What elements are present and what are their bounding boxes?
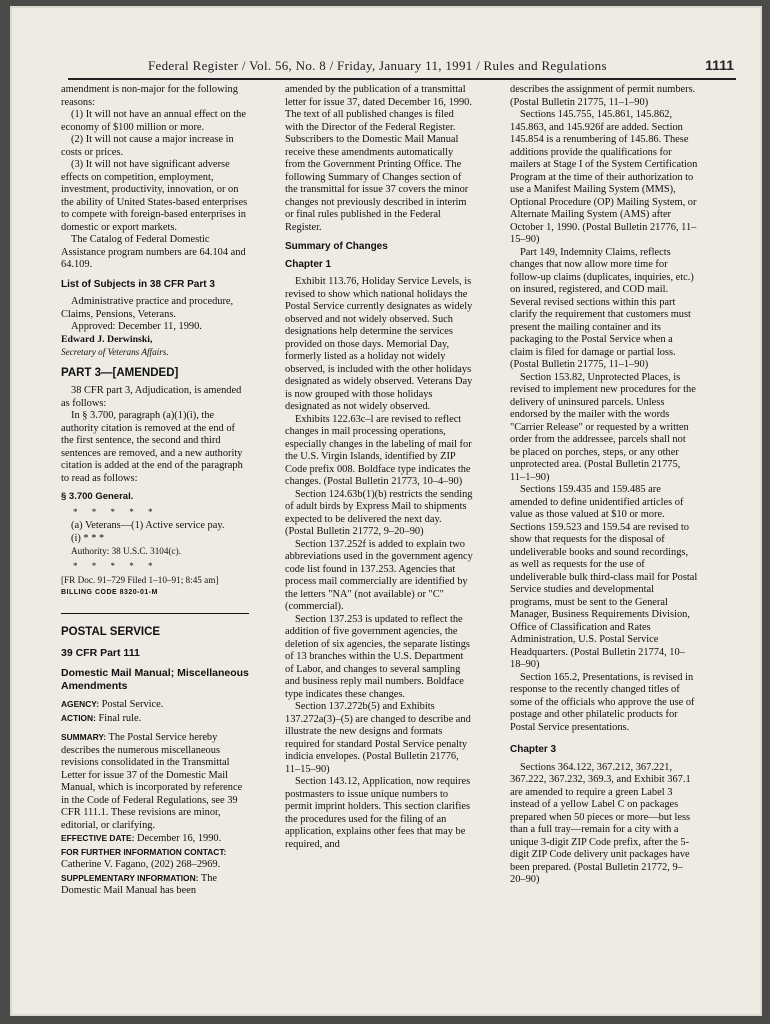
chapter-heading: Chapter 1 (285, 258, 332, 270)
paragraph: (2) It will not cause a major increase in costs or prices. (61, 134, 234, 158)
paragraph: Sections 364.122, 367.212, 367.221, 367.222, 367.232, 369.3, and Exhibit 367.1 are amended to require a green Label 3 instead of a yellow Label C on packages prepared when 50 pieces or more—but less than a full tray—remain for a city with a unique 3-digit ZIP Code prefix, after the 5-digit ZIP Code delivery unit packages have been prepared. (Postal Bulletin 21772, 9–20–90) (510, 761, 691, 885)
paragraph: amended by the publication of a transmittal letter for issue 37, dated December 16, 1990. The text of all published changes is filed with the Director of the Federal Register. Subscribers to the Domestic Mail Manual receive these amendments automatically from the Government Printing Office. The following Summary of Changes section of the transmittal for issue 37 covers the minor changes not previously described in interim or final rules published in the Federal Register. (285, 84, 472, 233)
paragraph-i: (i) * * * (71, 532, 105, 544)
cfr-part: 39 CFR Part 111 (61, 646, 140, 659)
fr-doc-line: [FR Doc. 91–729 Filed 1–10–91; 8:45 am] (61, 575, 219, 585)
paragraph: Sections 145.755, 145.861, 145.862, 145.863, and 145.926f are added. Section 145.854 is a renumbering of 145.86. These additions provide the qualifications for mailers at Stage I of the System Certification Program at the time of their authorization to use a Manifest Mailing System (MMS), Optional Procedure (OP) Mailing System, or Alternate Mailing System (AMS) after October 1, 1990. (Postal Bulletin 21776, 11–15–90) (510, 109, 698, 245)
paragraph: Section 137.272b(5) and Exhibits 137.272a(3)–(5) are changed to describe and illustrate the new designs and formats required for standard Postal Service penalty indicia envelopes. (Postal Bulletin 21776, 11–15–90) (285, 701, 471, 775)
paragraph: Section 137.252f is added to explain two abbreviations used in the government agency code list found in 137.253. Agencies that process mail commercially are identified by the letters "NA" (not available) or "C" (commercial). (285, 538, 473, 612)
ellipsis-stars: * * * * * (73, 506, 159, 517)
part-heading: PART 3—[AMENDED] (61, 366, 179, 379)
approval-date: Approved: December 11, 1990. (71, 321, 202, 332)
paragraph: Section 153.82, Unprotected Places, is revised to implement new procedures for the delivery of uninsured parcels. Unless endorsed by the mailer with the words "Carrier Release" or requested by a written order from the addressee, parcels shall not be placed on porches, steps, or any other unprotected area. (Postal Bulletin 21775, 11–1–90) (510, 371, 696, 483)
agency-value: Postal Service. (101, 699, 164, 710)
paragraph: Section 143.12, Application, now requires postmasters to issue unique numbers to permit imprint holders. This section clarifies the procedures used for the filing of an application, explains other fees that may be required, and (285, 776, 471, 850)
summary-label: SUMMARY: (61, 732, 107, 742)
paragraph: amendment is non-major for the following reasons: (61, 84, 238, 108)
summary-value: The Postal Service hereby describes the numerous miscellaneous revisions consolidated in the Transmittal Letter for issue 37 of the Domestic Mail Manual, which is incorporated by reference in the Code of Federal Regulations, see 39 CFR 111.1. These revisions are minor, editorial, or clarifying. (61, 732, 243, 831)
billing-code: BILLING CODE 8320-01-M (61, 588, 158, 596)
supplementary-value: The Domestic Mail Manual has been (61, 872, 217, 896)
paragraph: The Catalog of Federal Domestic Assistance program numbers are 64.104 and 64.109. (61, 234, 246, 270)
page-number: 1111 (705, 57, 734, 73)
signer-title: Secretary of Veterans Affairs. (61, 347, 169, 357)
subjects-list: Administrative practice and procedure, Claims, Pensions, Veterans. (61, 296, 234, 320)
paragraph: (1) It will not have an annual effect on the economy of $100 million or more. (61, 109, 246, 133)
paragraph: (3) It will not have significant adverse effects on competition, employment, investment, productivity, innovation, or on the ability of United States-based enterprises to compete with foreign-based enterprises in domestic or export markets. (61, 159, 248, 233)
paragraph: Section 124.63b(1)(b) restricts the sending of adult birds by Express Mail to shipments expected to be delivered the next day. (Postal Bulletin 21772, 9–20–90) (285, 488, 473, 537)
column-right (510, 84, 698, 887)
contact-value: Catherine V. Fagano, (202) 268–2969. (61, 859, 221, 870)
column-middle (285, 84, 473, 851)
section-heading: § 3.700 General. (61, 491, 134, 502)
action-label: ACTION: (61, 712, 96, 723)
paragraph-a: (a) Veterans—(1) Active service pay. (71, 520, 225, 531)
agency-label: AGENCY: (61, 699, 99, 709)
paragraph: In § 3.700, paragraph (a)(1)(i), the authority citation is removed at the end of the first sentence, the second and third sentences are removed, and a new authority citation is added at the end of the paragraph to read as follows: (61, 410, 243, 484)
authority-citation: Authority: 38 U.S.C. 3104(c). (71, 546, 181, 556)
chapter-heading: Chapter 3 (510, 744, 557, 755)
document-title: Domestic Mail Manual; Miscellaneous Amendments (61, 667, 249, 692)
summary-heading: Summary of Changes (285, 241, 388, 252)
paragraph: Sections 159.435 and 159.485 are amended to define unidentified articles of value as those valued at $10 or more. Sections 159.523 and 159.54 are revised to show that requests for the disposal of undeliverable books and sound recordings, as well as requests for the use of undeliverable bulk third-class mail for Postal Service studies and developmental programs, must be sent to the General Manager, Business Requirements Division, Office of Classification and Rates Administration, U.S. Postal Service Headquarters. (Postal Bulletin 21774, 10–18–90) (510, 484, 698, 670)
effective-label: EFFECTIVE DATE: (61, 833, 135, 843)
paragraph: Section 137.253 is updated to reflect the addition of five government agencies, the deletion of six agencies, the separate listings of 13 branches within the U.S. Department of Labor, and changes to several sampling and business reply mail numbers. Boldface type indicates these changes. (285, 613, 470, 700)
contact-label: FOR FURTHER INFORMATION CONTACT: (61, 846, 227, 857)
running-head: Federal Register / Vol. 56, No. 8 / Friday, January 11, 1991 / Rules and Regulations (148, 58, 607, 73)
effective-value: December 16, 1990. (136, 833, 222, 844)
supplementary-label: SUPPLEMENTARY INFORMATION: (61, 872, 199, 883)
subjects-heading: List of Subjects in 38 CFR Part 3 (61, 278, 215, 290)
ellipsis-stars: * * * * * (73, 560, 159, 571)
paragraph: describes the assignment of permit numbers. (Postal Bulletin 21775, 11–1–90) (510, 84, 696, 108)
signer-name: Edward J. Derwinski, (61, 333, 153, 345)
action-value: Final rule. (98, 712, 142, 724)
paragraph: Part 149, Indemnity Claims, reflects changes that now allow more time for follow-up claims (duplicates, inquiries, etc.) on insured, registered, and COD mail. Several revised sections within this part clarify the requirement that customers must present the mailing container and its packaging to the Postal Service when a claim is filed for damage or partial loss. (Postal Bulletin 21775, 11–1–90) (510, 246, 694, 370)
column-left (61, 84, 249, 898)
paragraph: Exhibit 113.76, Holiday Service Levels, is revised to show which national holidays the Postal Service currently designates as widely observed and not widely observed. Such designations help determine the services provided on those days. Memorial Day, formerly listed as a holiday not widely observed, is included with the other holidays designated as widely observed. Veterans Day is now grouped with those holidays designated as not widely observed. (285, 276, 473, 412)
paragraph: 38 CFR part 3, Adjudication, is amended as follows: (61, 385, 242, 409)
page-header (68, 56, 736, 80)
divider (61, 613, 249, 614)
paragraph: Section 165.2, Presentations, is revised in response to the recently changed titles of some of the officials who approve the use of postage and other philatelic products for Postal Service presentations. (510, 671, 695, 733)
agency-title: POSTAL SERVICE (61, 626, 161, 638)
paragraph: Exhibits 122.63c–l are revised to reflect changes in mail processing operations, especially changes in the labeling of mail for the U.S. Virgin Islands, identified by ZIP Code prefix 008. Boldface type indicates the changes. (Postal Bulletin 21773, 10–4–90) (285, 413, 472, 487)
